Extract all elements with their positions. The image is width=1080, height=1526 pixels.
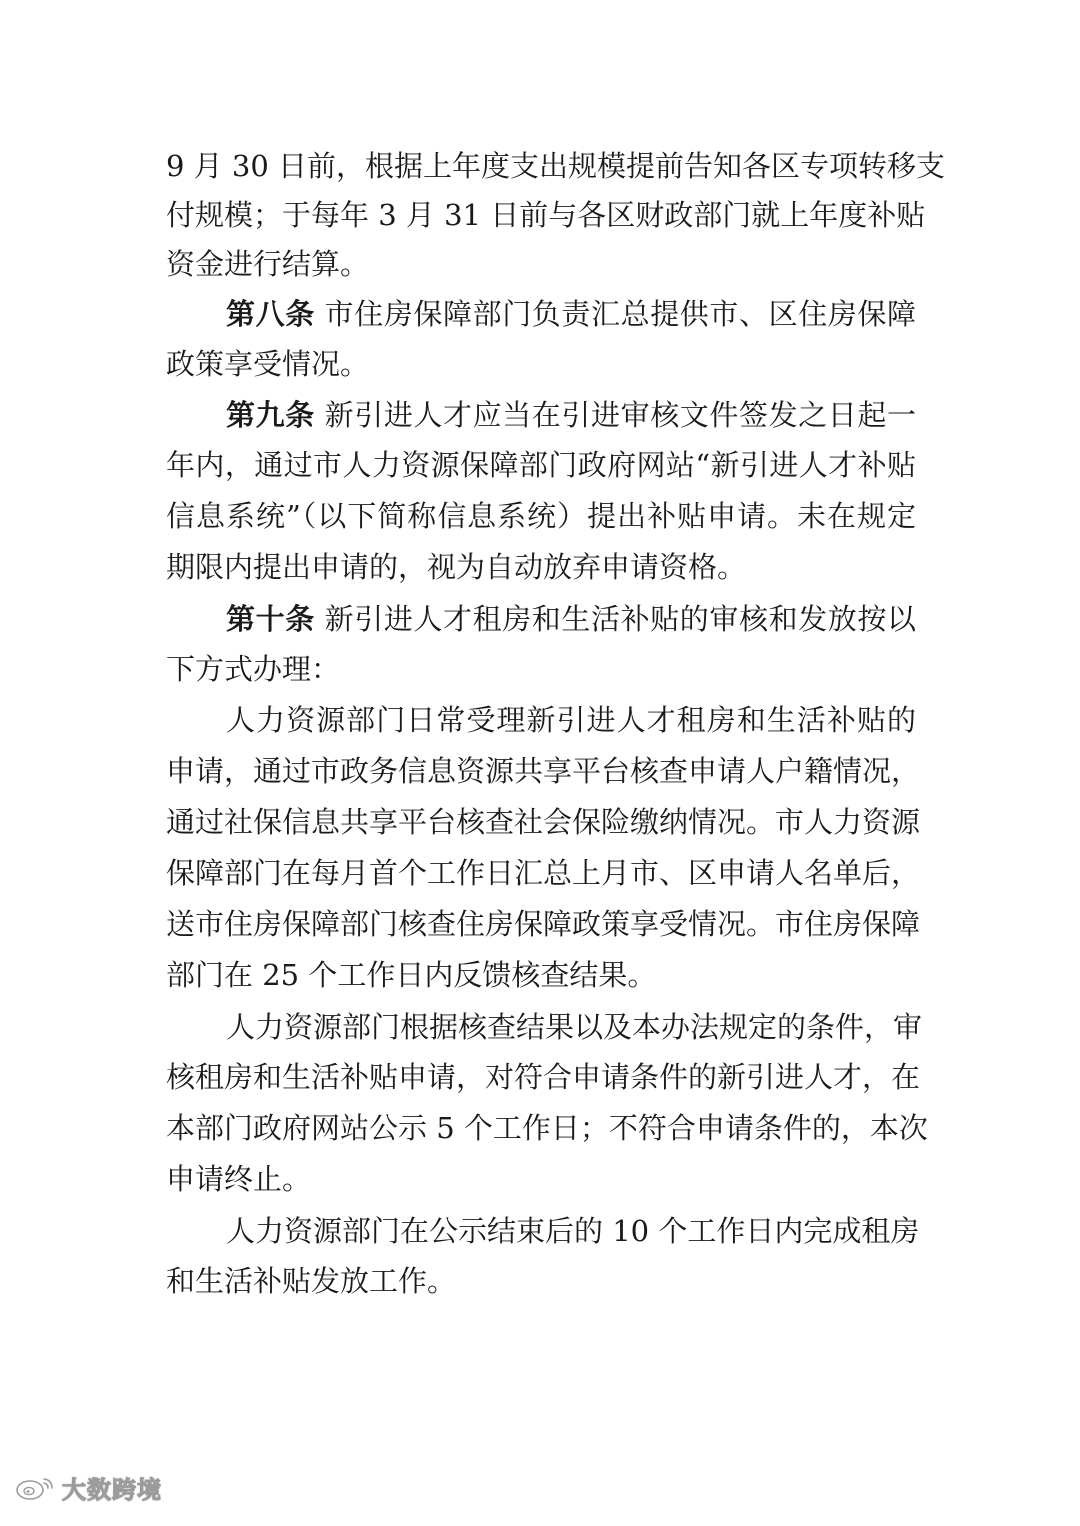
text-line: [166, 746, 921, 796]
line-text: 政策享受情况。: [166, 347, 370, 381]
text-line: [166, 239, 916, 289]
text-line: [166, 1103, 928, 1153]
text-line: [166, 141, 946, 191]
weibo-logo-icon: [14, 1473, 58, 1501]
line-text: 人力资源部门日常受理新引进人才租房和生活补贴的: [226, 703, 916, 737]
article-9-heading: 第九条: [226, 398, 315, 432]
text-line: [226, 1002, 923, 1052]
text-line: [226, 1206, 920, 1256]
article-9-line: [226, 390, 916, 440]
line-text: 申请，通过市政务信息资源共享平台核查申请人户籍情况，: [166, 754, 921, 788]
article-10-line: [226, 594, 916, 644]
line-text: 保障部门在每月首个工作日汇总上月市、区申请人名单后，: [166, 856, 921, 890]
text-line: [166, 1052, 921, 1102]
line-text: 送市住房保障部门核查住房保障政策享受情况。市住房保障: [166, 907, 921, 941]
line-text: 人力资源部门根据核查结果以及本办法规定的条件，审: [226, 1010, 923, 1044]
text-line: [166, 797, 921, 847]
article-8-heading: 第八条: [226, 297, 315, 331]
line-text: 付规模；于每年 3 月 31 日前与各区财政部门就上年度补贴: [166, 198, 926, 232]
line-text: 市住房保障部门负责汇总提供市、区住房保障: [324, 297, 916, 331]
text-line: [166, 1256, 916, 1306]
article-10-heading: 第十条: [226, 602, 315, 636]
line-text: 核租房和生活补贴申请，对符合申请条件的新引进人才，在: [166, 1060, 921, 1094]
text-line: [226, 695, 916, 745]
text-line: [166, 950, 916, 1000]
text-line: [166, 1154, 916, 1204]
line-text: 年内，通过市人力资源保障部门政府网站“新引进人才补贴: [166, 448, 916, 482]
text-line: [166, 848, 921, 898]
line-text: 新引进人才租房和生活补贴的审核和发放按以: [324, 602, 916, 636]
line-text: 本部门政府网站公示 5 个工作日；不符合申请条件的，本次: [166, 1111, 928, 1145]
watermark: [14, 1467, 162, 1507]
line-text: 信息系统”（以下简称信息系统）提出补贴申请。未在规定: [166, 499, 916, 533]
watermark-text: 大数跨境: [62, 1475, 162, 1504]
line-text: 通过社保信息共享平台核查社会保险缴纳情况。市人力资源: [166, 805, 921, 839]
line-text: 9 月 30 日前，根据上年度支出规模提前告知各区专项转移支: [166, 149, 946, 183]
text-line: [166, 190, 926, 240]
text-line: [166, 644, 916, 694]
line-text: 新引进人才应当在引进审核文件签发之日起一: [324, 398, 916, 432]
text-line: [166, 339, 916, 389]
line-text: 申请终止。: [166, 1162, 312, 1196]
line-text: 人力资源部门在公示结束后的 10 个工作日内完成租房: [226, 1214, 920, 1248]
text-line: [166, 491, 916, 541]
line-text: 和生活补贴发放工作。: [166, 1264, 457, 1298]
article-8-line: [226, 289, 916, 339]
text-line: [166, 899, 921, 949]
text-line: [166, 440, 916, 490]
line-text: 部门在 25 个工作日内反馈核查结果。: [166, 958, 657, 992]
line-text: 下方式办理：: [166, 652, 341, 686]
text-line: [166, 542, 916, 592]
line-text: 期限内提出申请的，视为自动放弃申请资格。: [166, 550, 747, 584]
line-text: 资金进行结算。: [166, 247, 370, 281]
